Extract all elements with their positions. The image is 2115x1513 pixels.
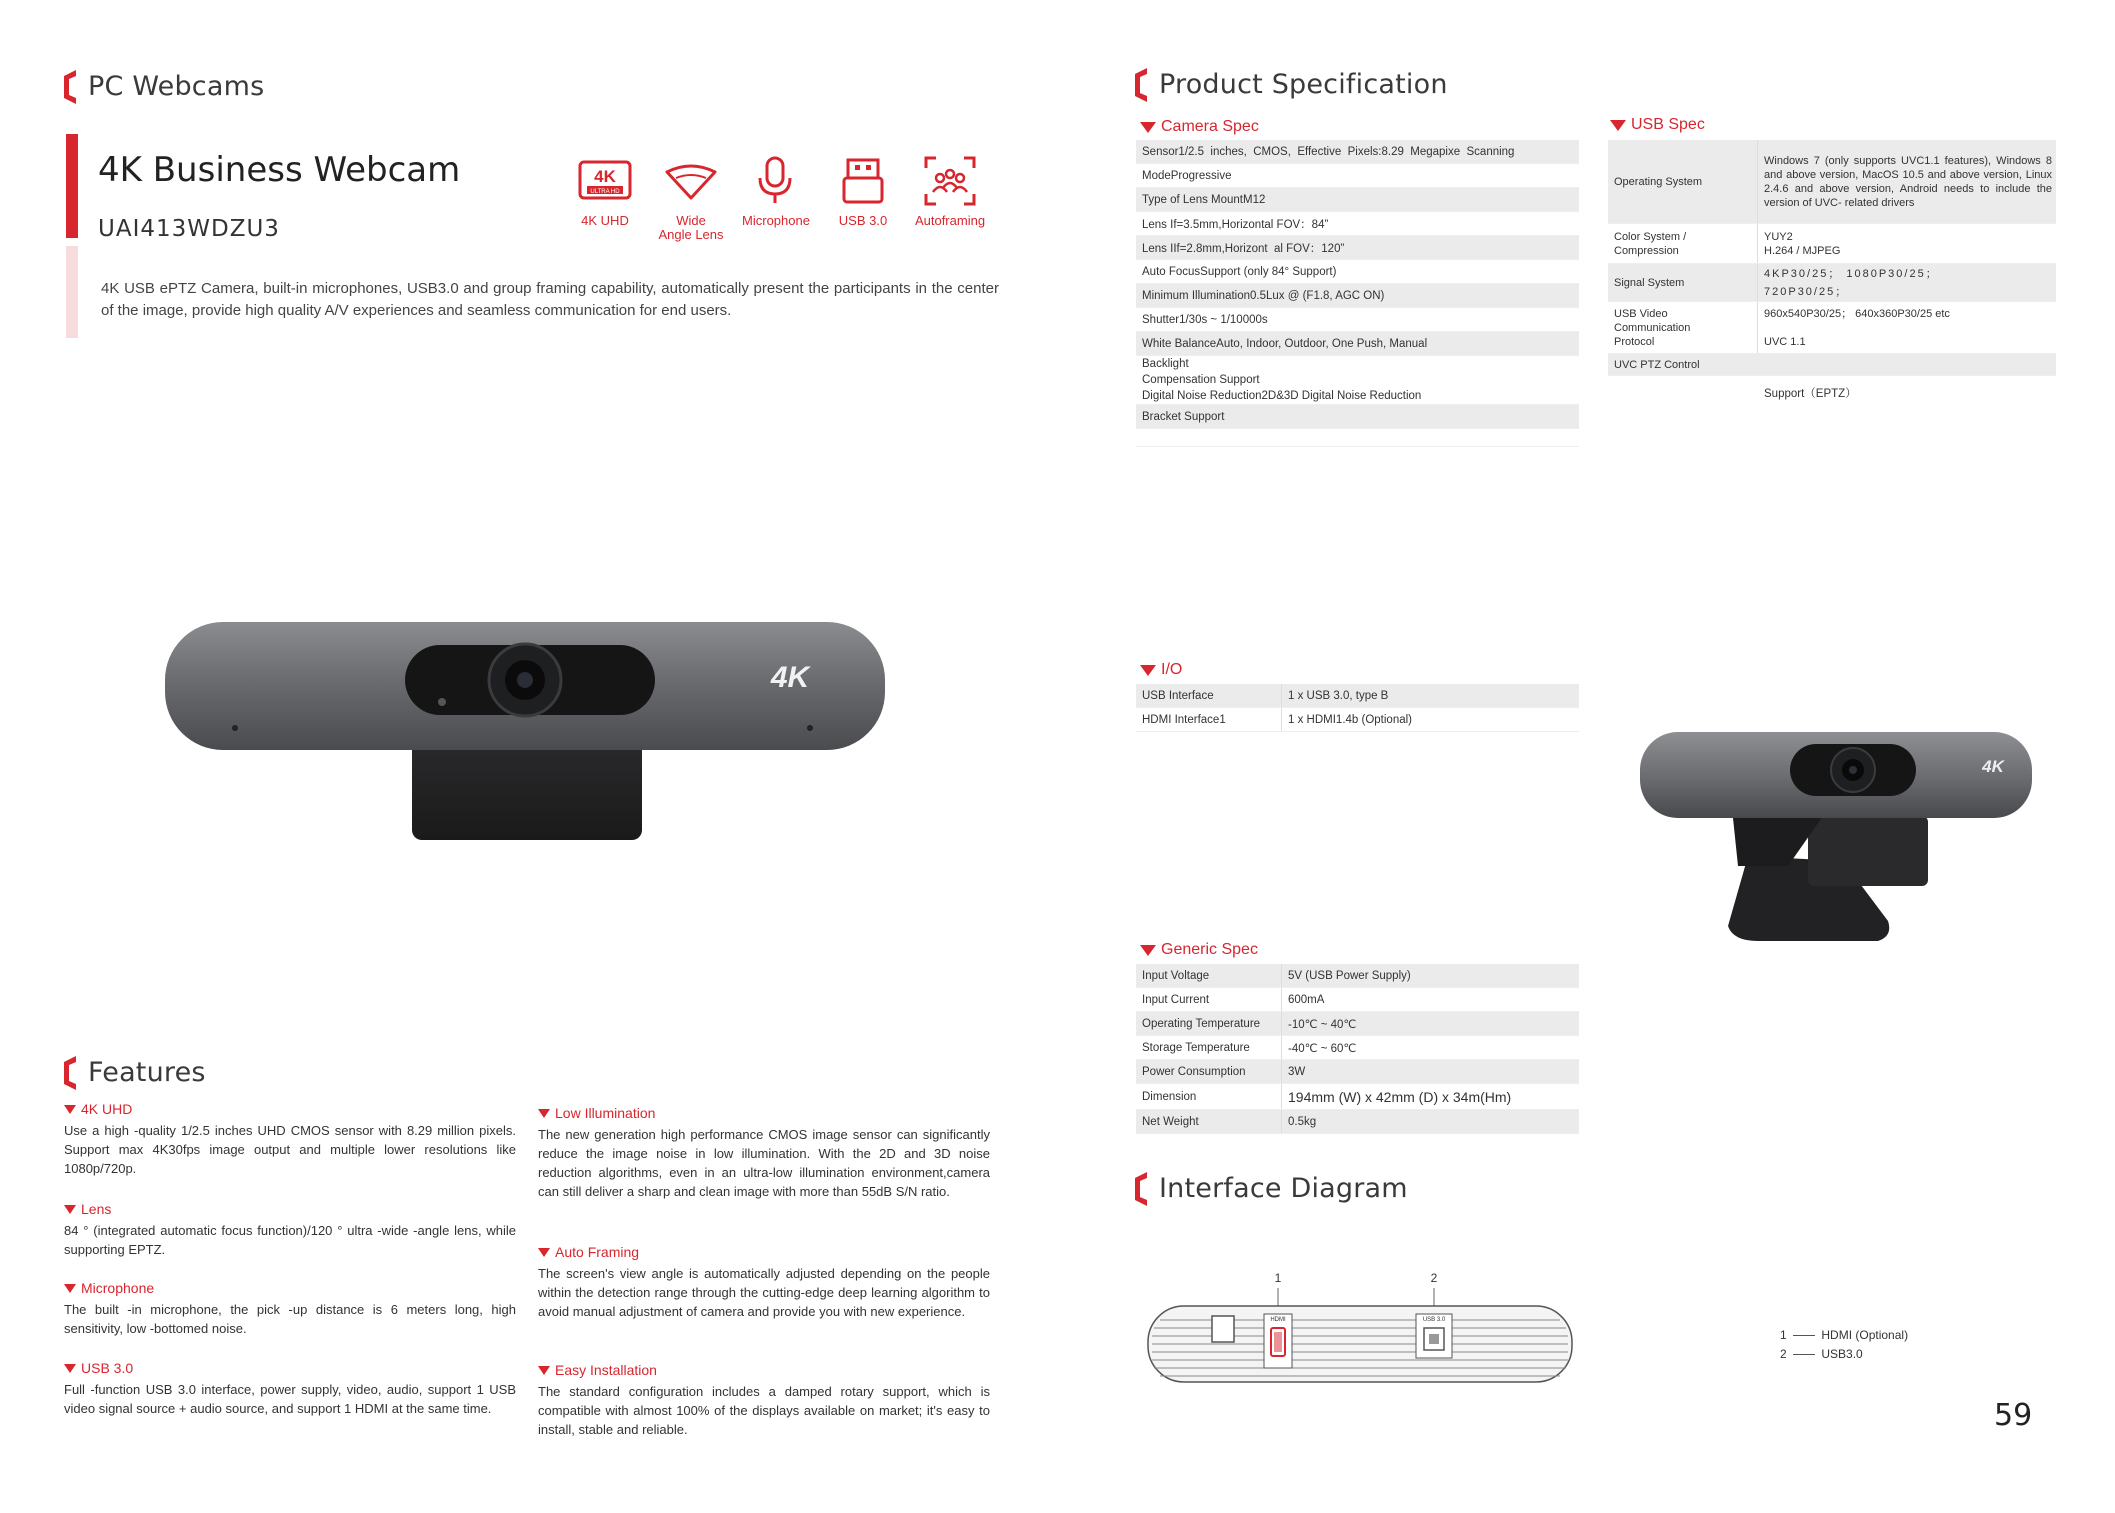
spec-row: Power Consumption 3W — [1136, 1060, 1579, 1084]
product-photo-angle — [1638, 726, 2038, 953]
brand-bracket-icon — [1133, 66, 1155, 102]
feature-lens: Lens 84 ° (integrated automatic focus function)/120 ° ultra -wide -angle lens, while supporting EPTZ. — [64, 1201, 516, 1257]
generic-spec-heading: Generic Spec — [1140, 941, 1258, 959]
camera-4k-badge: 4K — [770, 661, 810, 694]
port-number-2: 2 — [1430, 1271, 1438, 1285]
spec-row: White BalanceAuto, Indoor, Outdoor, One Push, Manual — [1136, 332, 1579, 356]
icon-label-microphone: Microphone — [742, 213, 810, 228]
page-number: 59 — [1994, 1398, 2033, 1433]
spec-row: Signal System 4KP30/25； 1080P30/25； 720P30/25； — [1608, 264, 2056, 302]
spec-row: Input Current 600mA — [1136, 988, 1579, 1012]
camera-spec-table — [1136, 140, 1579, 447]
spec-row: HDMI Interface1 1 x HDMI1.4b (Optional) — [1136, 708, 1579, 732]
brand-bracket-icon — [1133, 1170, 1155, 1206]
icon-usb — [840, 156, 886, 211]
icon-label-4k: 4K UHD — [581, 213, 629, 228]
spec-row: Backlight Compensation Support Digital Noise Reduction2D&3D Digital Noise Reduction — [1136, 356, 1579, 405]
section-header-pc-webcams — [62, 68, 264, 104]
product-model: UAI413WDZU3 — [98, 216, 280, 242]
triangle-bullet-icon — [64, 1284, 76, 1293]
svg-text:4K: 4K — [594, 167, 616, 186]
features-title: Features — [88, 1056, 206, 1088]
feature-low-illumination: Low Illumination The new generation high performance CMOS image sensor can significantly reduce the image noise in low illumination. With the 2D and 3D noise reduction algorithms, even in an ultra-low illumination environment,camera can still deliver a sharp and clean image with more than 55dB S/N ratio. — [538, 1105, 990, 1199]
icon-label-usb: USB 3.0 — [838, 213, 888, 228]
icon-label-autoframing: Autoframing — [914, 213, 986, 228]
legend-item: 1 HDMI (Optional) — [1780, 1328, 1909, 1342]
spec-row: Operating System Windows 7 (only supports UVC1.1 features), Windows 8 and above version, MacOS 10.5 and above version, Linux 2.4.6 and above version, Android needs to include the version of UVC- related drivers — [1608, 140, 2056, 224]
usb-icon — [840, 156, 886, 206]
feature-auto-framing: Auto Framing The screen's view angle is automatically adjusted depending on the people within the detection range through the cutting-edge deep learning algorithm to avoid manual adjustment of camera and provide you with new experience. — [538, 1244, 990, 1319]
usb-port-label: USB 3.0 — [1422, 1317, 1446, 1323]
spec-row: Dimension 194mm (W) x 42mm (D) x 34m(Hm) — [1136, 1084, 1579, 1110]
triangle-bullet-icon — [538, 1366, 550, 1375]
triangle-bullet-icon — [1140, 945, 1156, 956]
product-photo-front — [160, 620, 890, 855]
usb-spec-heading: USB Spec — [1610, 116, 1705, 134]
product-description: 4K USB ePTZ Camera, built-in microphones, USB3.0 and group framing capability, automatically present the participants in the center of the image, provide high quality A/V experiences and seamless communication for end users. — [101, 280, 999, 319]
camera-4k-badge: 4K — [1982, 757, 2004, 776]
usb-spec-table — [1608, 140, 2056, 376]
io-heading: I/O — [1140, 661, 1182, 679]
spec-row: Storage Temperature -40℃ ~ 60℃ — [1136, 1036, 1579, 1060]
triangle-bullet-icon — [1610, 120, 1626, 131]
triangle-bullet-icon — [64, 1364, 76, 1373]
icon-wide-angle — [664, 158, 718, 207]
generic-spec-table — [1136, 964, 1579, 1134]
spec-row: Bracket Support — [1136, 405, 1579, 429]
product-title: 4K Business Webcam — [98, 150, 461, 190]
wide-angle-icon — [664, 158, 718, 202]
feature-4k-uhd: 4K UHD Use a high -quality 1/2.5 inches UHD CMOS sensor with 8.29 million pixels. Support max 4K30fps image output and multiple lower resolutions like 1080p/720p. — [64, 1101, 516, 1176]
spec-row: Auto FocusSupport (only 84° Support) — [1136, 260, 1579, 284]
spec-row: Lens IIf=2.8mm,Horizont al FOV：120” — [1136, 236, 1579, 260]
io-table — [1136, 684, 1579, 732]
feature-easy-installation: Easy Installation The standard configuration includes a damped rotary support, which is compatible with almost 100% of the displays available on market; it's easy to install, stable and reliable. — [538, 1362, 990, 1437]
spec-title: Product Specification — [1159, 68, 1448, 100]
brand-bracket-icon — [62, 1054, 84, 1090]
triangle-bullet-icon — [538, 1109, 550, 1118]
spec-row: Minimum Illumination0.5Lux @ (F1.8, AGC ON) — [1136, 284, 1579, 308]
interface-title: Interface Diagram — [1159, 1172, 1408, 1204]
section-title: PC Webcams — [88, 70, 265, 102]
brand-bracket-icon — [62, 68, 84, 104]
port-number-1: 1 — [1274, 1271, 1282, 1285]
autoframing-icon — [924, 156, 976, 206]
svg-text:ULTRA HD: ULTRA HD — [590, 189, 620, 195]
spec-row: Operating Temperature -10℃ ~ 40℃ — [1136, 1012, 1579, 1036]
legend-item: 2 USB3.0 — [1780, 1347, 1863, 1361]
feature-microphone: Microphone The built -in microphone, the pick -up distance is 6 meters long, high sensitivity, low -bottomed noise. — [64, 1280, 516, 1336]
interface-legend — [1780, 1326, 1908, 1364]
triangle-bullet-icon — [538, 1248, 550, 1257]
icon-label-wide-angle: Wide Angle Lens — [658, 213, 724, 242]
spec-row: Lens If=3.5mm,Horizontal FOV：84” — [1136, 212, 1579, 236]
spec-row: Color System / Compression YUY2 H.264 / MJPEG — [1608, 224, 2056, 264]
usb-spec-footer: Support（EPTZ） — [1764, 388, 1857, 400]
icon-4k-uhd — [578, 158, 632, 207]
spec-row-empty — [1136, 429, 1579, 447]
section-header-features — [62, 1054, 206, 1090]
spec-row: USB Interface 1 x USB 3.0, type B — [1136, 684, 1579, 708]
title-accent-bar — [66, 134, 78, 238]
section-header-product-spec — [1133, 66, 1448, 102]
4k-uhd-icon — [578, 158, 632, 202]
section-header-interface — [1133, 1170, 1408, 1206]
camera-spec-heading: Camera Spec — [1140, 118, 1259, 136]
spec-row: Net Weight 0.5kg — [1136, 1110, 1579, 1134]
triangle-bullet-icon — [64, 1105, 76, 1114]
triangle-bullet-icon — [1140, 665, 1156, 676]
spec-row: Type of Lens MountM12 — [1136, 188, 1579, 212]
hdmi-port-label: HDMI — [1270, 1317, 1286, 1323]
feature-usb: USB 3.0 Full -function USB 3.0 interface, power supply, video, audio, support 1 USB video signal source + audio source, and support 1 HDMI at the same time. — [64, 1360, 516, 1416]
description-accent-bar — [66, 246, 78, 338]
triangle-bullet-icon — [1140, 122, 1156, 133]
microphone-icon — [752, 156, 798, 206]
spec-row: Sensor1/2.5 inches, CMOS, Effective Pixels:8.29 Megapixe Scanning — [1136, 140, 1579, 164]
icon-microphone — [752, 156, 798, 211]
triangle-bullet-icon — [64, 1205, 76, 1214]
interface-diagram — [1140, 1264, 1580, 1399]
icon-autoframing — [924, 156, 976, 211]
spec-row: ModeProgressive — [1136, 164, 1579, 188]
spec-row: Shutter1/30s ~ 1/10000s — [1136, 308, 1579, 332]
spec-row: Input Voltage 5V (USB Power Supply) — [1136, 964, 1579, 988]
spec-row: USB Video Communication Protocol 960x540P30/25； 640x360P30/25 etc UVC 1.1 — [1608, 302, 2056, 354]
spec-row: UVC PTZ Control — [1608, 354, 2056, 376]
